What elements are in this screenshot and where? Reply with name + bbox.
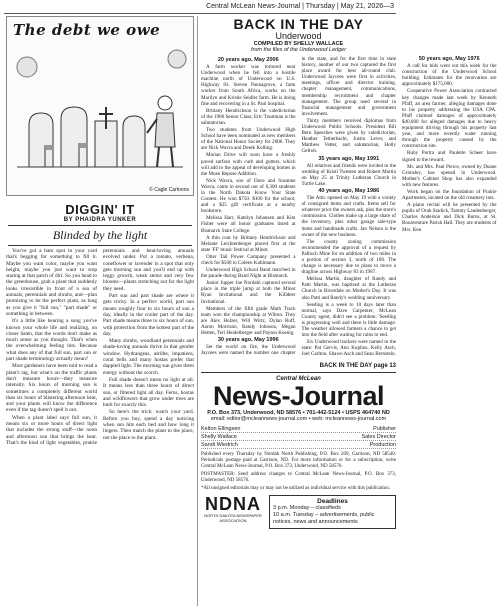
- staff-name: Kelton Ellingsen: [201, 425, 241, 432]
- back-in-day-title: BACK IN THE DAY: [233, 16, 364, 32]
- column-body: [6, 248, 194, 446]
- deadlines-box: [269, 495, 396, 529]
- left-column: [6, 16, 194, 608]
- back-in-day-body: [201, 56, 497, 361]
- staff-row: [201, 441, 396, 449]
- masthead-contact: email: editor@mcleannews-journal.com • web: mcleannews-journal.com: [210, 416, 387, 422]
- staff-list: [201, 425, 396, 449]
- deadline-item: 3 p.m. Monday – classifieds: [273, 505, 341, 511]
- publication-info-paragraph: POSTMASTER: Send address changes to Central McLean News-Journal, P.O. Box 373, Underwood, ND 58576.: [201, 472, 396, 483]
- section-paragraph: A call for bids went out this week for the construction of the Underwood School building. Estimates for the renovation are approximately $175,000.: [402, 63, 497, 88]
- section-paragraph: The county zoning commission recommended the approval of a request by Pallisch Mine for an addition of two miles in a portion of section 3, north of 180. The change is necessary due to plans to move a dragline across Highway 83 in 1987.: [301, 238, 396, 276]
- section-paragraph: Melissa Martin, daughter of Randy and Patti Martin, was baptized at the Lutheran Church in Riverdale on Mother's Day. It was also Patti and Randy's wedding anniversary.: [301, 276, 396, 301]
- deadline-item: 10 a.m. Tuesday – advertisements, public notices, news and announcements: [273, 512, 375, 525]
- ndna-logo-subtitle: NORTH DAKOTA NEWSPAPER ASSOCIATION: [204, 513, 262, 523]
- column-rule-2: [8, 245, 192, 246]
- ndna-logo-text: NDNA: [205, 494, 261, 514]
- continue-note: BACK IN THE DAY page 13: [319, 363, 396, 369]
- column-paragraph: Most gardeners have been told to read a plant's tag, but what's on the traffic plants don't measure hours—they measure intensity. Six hours of morning sun is sometimes a completely different world than six hours of blistering afternoon heat, and your plants will know the difference even if the tag doesn't spell it out.: [6, 363, 97, 414]
- column-title: DIGGIN' IT: [65, 202, 135, 217]
- column-byline: BY PHAIDRA YUNKER: [63, 217, 137, 223]
- column-paragraph: Part sun and part shade are where it gets tricky. In a perfect world, part sun means roughly four to six hours of sun a day, ideally in the cooler part of the day. Part shade means three to six hours of sun, with protection from the hottest part of the day.: [103, 293, 194, 337]
- cartoon-drawing: [7, 17, 193, 195]
- back-in-day-byline: COMPILED BY SHELLY WALLACE: [253, 41, 344, 47]
- masthead-small-title: Central McLean: [276, 376, 321, 382]
- staff-row: [201, 425, 396, 433]
- back-in-day-subtitle: Underwood: [275, 31, 322, 41]
- section-paragraph: Thirty members received diplomas from Underwood Public Schools. President Bill Bern Speeches were given by valedictorian, Heather Tetherbacht, Justin Lever, and Matthew Vetter, and salutatorian, Holly Gefroh.: [301, 117, 396, 155]
- section-year-heading: 50 years ago, May 1976: [418, 56, 480, 62]
- editorial-cartoon: [6, 16, 194, 196]
- staff-role: Sales Director: [361, 433, 396, 440]
- section-paragraph: Work began on the foundation of Prairie Apartments, located on the old creamery lots.: [402, 188, 497, 202]
- masthead-footer: [201, 495, 396, 529]
- staff-name: Shelly Wallace: [201, 433, 237, 440]
- masthead-address: P.O. Box 373, Underwood, ND 58576 • 701-442-5124 • USPS 464740 ND: [207, 410, 390, 416]
- section-paragraph: Nick Wavra, son of Dave and Suzanne Wavra, came in second out of 6,300 students in the North Dakota Know Your State Contest. He won $750. $100 for the school, and a $25 gift certificate at a nearby bookstore.: [201, 177, 296, 215]
- staff-name: Sandi Wiedrich: [201, 441, 238, 448]
- section-paragraph: Two students from Underwood High School have been nominated as new members of the National Honor Society for 2006. They are Nick Wavra and Derek Kolling.: [201, 127, 296, 152]
- section-paragraph: The Attic opened on May 19 with a variety of consigned items and crafts. Items sell for whatever price the owners ask, plus the store's commission. Clothes make up a large share of the inventory, plus other garage sale-type items and handmade crafts. Jan Nelson is the owner of the new business.: [301, 195, 396, 238]
- cartoon-title: The debt we owe: [13, 21, 161, 39]
- section-paragraph: Brittany Hendrickson is the valedictorian of the 1986 Senior Class; Eric Trautman is the salutatorian.: [201, 107, 296, 126]
- column-subtitle: Blinded by the light: [52, 228, 148, 242]
- section-paragraph: Set the world on fire, the Underwood Jaycees were named the number one chapter in the state, and for the first time in state history, another of our two captured the first place award for best all-round club. Underwood Jaycees were first in activities, meetings, officer and director training, chapter management, communications, membership recruitment and chapter management. The group used several in financial management and government involvement.: [201, 56, 396, 357]
- publication-info: [201, 452, 396, 492]
- column-paragraph: Full shade doesn't mean no light at all. It means less than three hours of direct sun, or filtered light all day. Ferns, hostas and wildflowers that grow under trees are built for exactly this.: [103, 376, 194, 409]
- section-paragraph: Junior Jupper Joe Nordahl captured second place in the triple jump at both the Minot Ryan Invitational and the Killdeer Invitational.: [201, 280, 296, 305]
- staff-role: Publisher: [373, 425, 396, 432]
- section-paragraph: Six Underwood trackers were named to the state: Pat Gervis, Ann Koplins, Kelly Asch, Joel Carlton, Shawn Asch and Sean Bernstein.: [301, 339, 397, 358]
- section-paragraph: Melissa Harr, Katelyn Johansen and Kim Fisher were all honor graduates listed at Bismarck State College.: [201, 215, 296, 234]
- column-divider: [197, 16, 198, 606]
- column-rule: [8, 225, 192, 226]
- column-paragraph: You've got a bare spot in your yard that's begging for something to fill it. Maybe you want color, maybe you want height, maybe you just want to stop staring at that patch of dirt. So you head to the greenhouse, grab a plant that suddenly looks irresistible in front of a sea of annuals, perennials and shrubs, and—plan promising to be the perfect plant, as long as you give it "full sun," "part shade" or something in between.: [6, 248, 97, 317]
- section-paragraph: Cooperative Power Association contracted key changes made last week by Kenneth Pfaff, an area farmer, alleging damages done to his property addressing the USA CPA. Pfaff claimed damages of approximately $40,000 for alleged damages due to heavy equipment driving through his property last year, and more recently water running through the property caused by the construction site.: [402, 88, 497, 150]
- section-paragraph: Seeding is a week to 10 days later than normal, says Dave Carpenter, McLean County agent, didn't see a problem. 'Seeding is progressing well and there is little damage. The weather allowed farmers a chance to get into the field after waiting for rains to end.: [301, 301, 396, 339]
- section-paragraph: Underwood High School Band marched in the parade during Band Night at Bismarck.: [201, 267, 296, 280]
- masthead-title: News-Journal: [212, 381, 385, 411]
- section-year-heading: 35 years ago, May 1991: [318, 155, 380, 162]
- back-in-day-source: from the files of the Underwood Ledger: [250, 47, 347, 53]
- column-paragraph: When a plant label says full sun, it means six or more hours of direct light that includes the strong stuff—the noon and afternoon sun that brings the heat. That's the kind of light vegetables, prairie perennials and heat-loving annuals evolved under. Put a tomato, verbena, coneflower or lavender in a spot that only gets morning sun and you'll end up with leggy growth, weak stems and very few blooms—plants stretching out for the light they need.: [6, 248, 194, 446]
- section-paragraph: Ruby Portra and Paulette Scheer have signed to the reward.: [402, 150, 497, 163]
- staff-role: Production: [369, 441, 396, 448]
- column-paragraph: It's a little like hearing a song you've known your whole life and realizing, on closer listen, that the words don't make as much sense as you thought. That's when the overwhelming feeling hits. Because what does any of that full sun, part sun or part shade terminology actually mean?: [6, 318, 97, 363]
- deadlines-title: Deadlines: [317, 498, 348, 505]
- section-paragraph: All relatives and friends were invited to the wedding of Kristi Twesten and Robert Martin on May 25 at Trinity Lutheran Church in Turtle Lake.: [301, 162, 396, 187]
- staff-row: [201, 433, 396, 441]
- running-head: Central McLean News-Journal | Thursday | May 21, 2026—3: [206, 3, 394, 10]
- section-paragraph: Members of the fifth grade Math Track team won the championship at Wilton. They are Alex Holzer, Will Wirtz, Dylan Ruff, Aaron Morrison, Randy Johnson, Megan Hetten, Teri Heidelberger and Payton Koenig.: [201, 305, 296, 337]
- masthead: [201, 372, 396, 529]
- section-year-heading: 20 years ago, May 2006: [217, 57, 279, 63]
- publication-info-paragraph: *All unsigned editorials may or may not be utilized as individual service with this publication.: [201, 486, 390, 491]
- ndna-logo: [201, 495, 265, 529]
- section-paragraph: Marian Drive will soon have a freshly paved surface with curb and gutters, which will add to the appeal of developing homes in the Moen Repose Addition.: [201, 152, 296, 177]
- section-paragraph: A thin coat by Brittany Hendrickson and Melanie Leichtenberger placed first at the state 'FF' music festival at Minot.: [201, 234, 296, 253]
- section-paragraph: Otter Tail Power Company presented a check for $500 to Coleen Kuhlmann.: [201, 253, 296, 266]
- right-column: [201, 16, 497, 608]
- section-paragraph: Mr. and Mrs. Paul Pierce, owned by Duane Grimsley, has opened in Underwood. Mother's Cabinet Shop has also expanded with new features.: [402, 163, 497, 188]
- section-year-heading: 30 years ago, May 1996: [217, 337, 279, 344]
- column-paragraph: Many shrubs, woodland perennials and shade-loving annuals thrive in that gentler window. Hydrangeas, astilbe, impatiens, coral bells and many hostas prefer that dappled light. The morning sun gives them energy without the scorch.: [103, 338, 194, 376]
- top-rule: [4, 13, 396, 14]
- section-paragraph: A piano recital will be presented by the pupils of Orah Stadick, Tammy Laudenberger, Charles Anderson and Dick Burns, at St. Bonaventure Parish Hall. They are students of Mrs. Ken: [402, 202, 497, 233]
- section-paragraph: A farm worker was tortured near Underwood when he fell into a hostile machine north of Underwood on U.S. Highway 83. Steven Pannagrove, a farm worker from South Africa, works on the Marilyn and Kristie Seidler farm. He is doing fine and recovering in a St. Paul hospital.: [201, 64, 296, 107]
- cartoon-credit: © Cagle Cartoons: [149, 187, 189, 193]
- publication-info-paragraph: Published every Thursday by Nordak North Publishing, P.O. Box 209, Garrison, ND 58540. Periodicals postage paid at Garrison, ND. For more information or for a subscription, write Central McLean News-Journal, P.O. Box 373, Underwood, ND 58576.: [201, 452, 396, 469]
- section-year-heading: 40 years ago, May 1986: [318, 187, 380, 194]
- column-paragraph: So here's the trick: watch your yard. Before you buy, spend a day noticing when sun hits each bed and how long it lingers. Then match the plant to the place, not the place to the plant.: [103, 409, 194, 441]
